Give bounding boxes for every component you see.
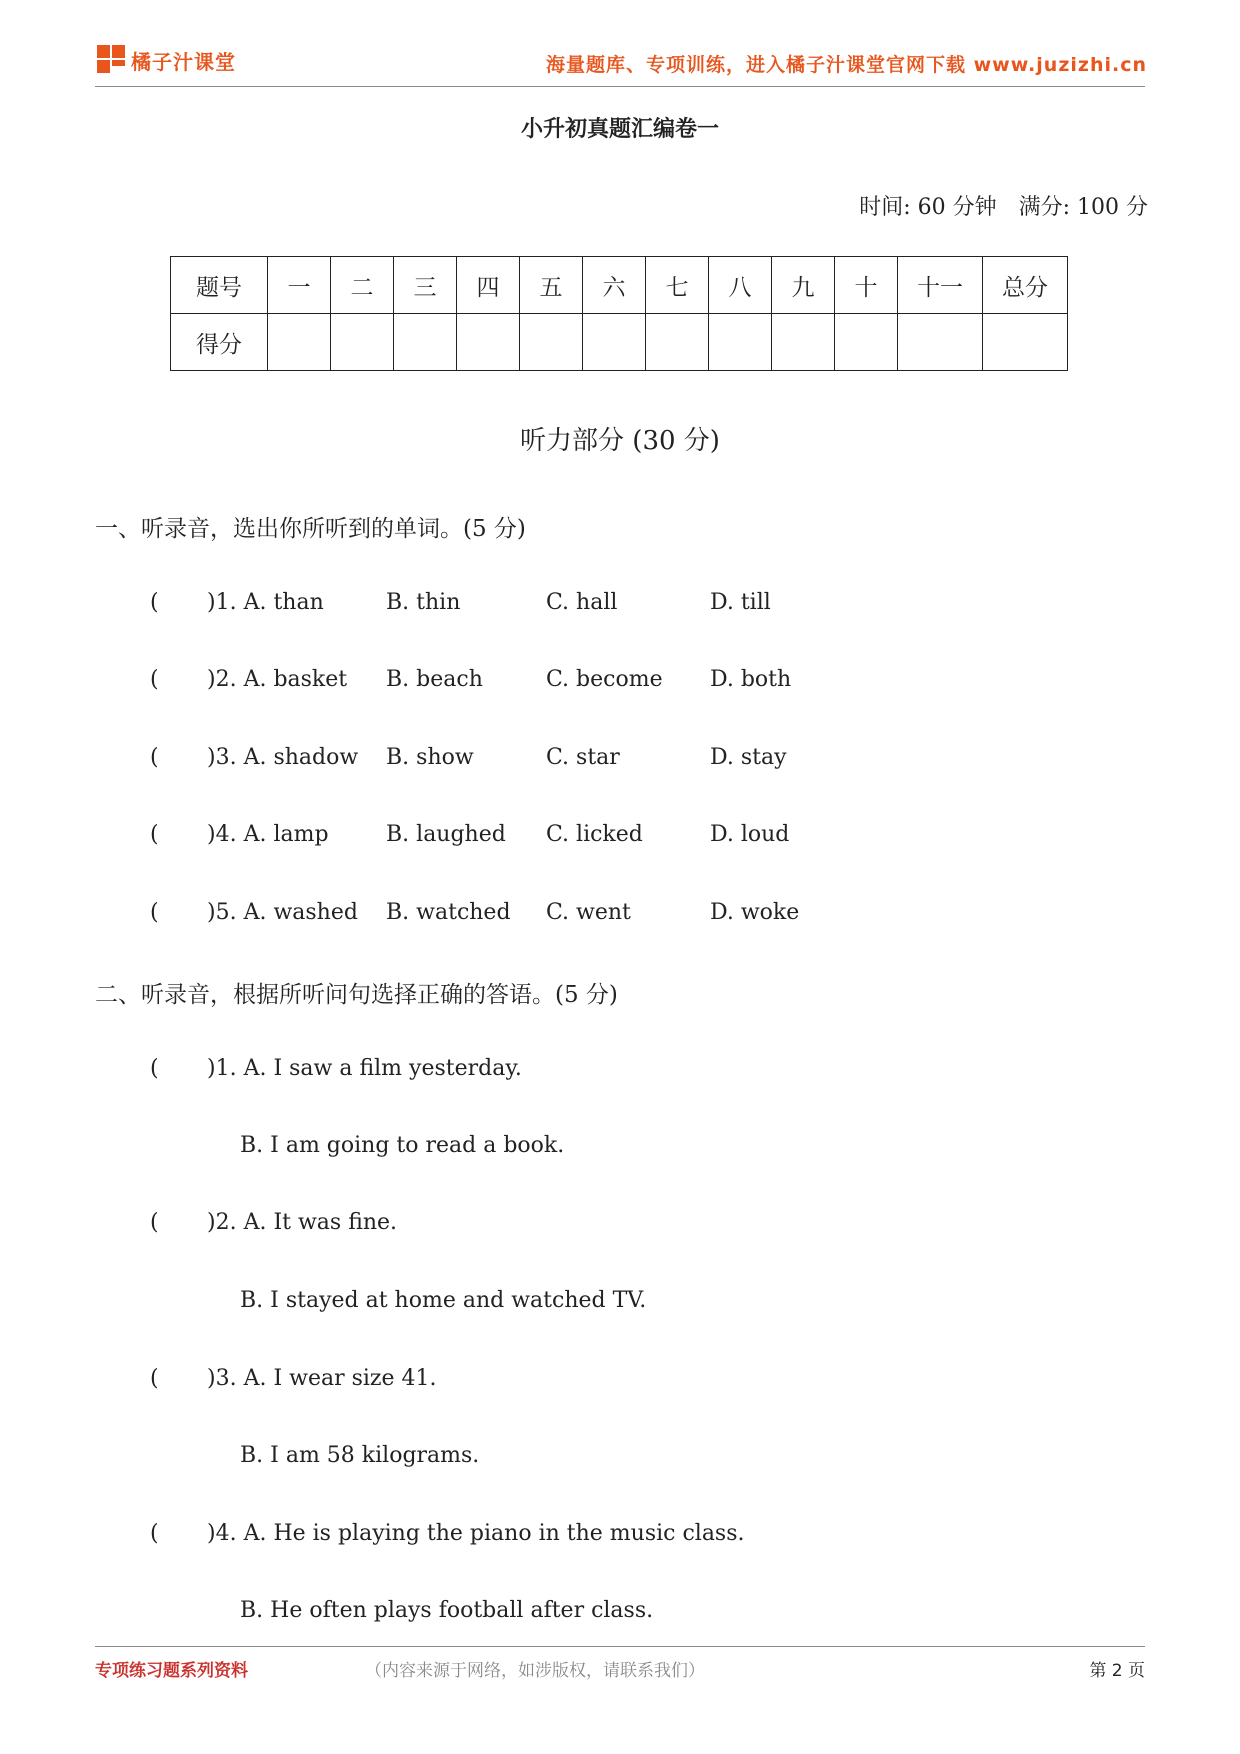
table-cell: 五 (520, 257, 583, 314)
question-option-b: B. I am 58 kilograms. (240, 1443, 480, 1468)
table-cell: 十一 (898, 257, 983, 314)
question-option-d: D. woke (710, 900, 800, 925)
answer-paren[interactable]: ( (150, 590, 159, 615)
score-cell[interactable] (331, 314, 394, 371)
footer-divider (95, 1646, 1145, 1647)
time-limit: 时间: 60 分钟 (859, 195, 997, 220)
score-cell[interactable] (646, 314, 709, 371)
score-cell[interactable] (394, 314, 457, 371)
table-cell: 九 (772, 257, 835, 314)
question-option-b: B. show (386, 745, 474, 770)
question-option-c: C. become (546, 667, 663, 692)
table-cell: 八 (709, 257, 772, 314)
question-option-a: )5. A. washed (207, 900, 358, 925)
full-score: 满分: 100 分 (1018, 195, 1148, 220)
part2-heading: 二、听录音，根据所听问句选择正确的答语。(5 分) (95, 982, 618, 1008)
score-cell[interactable] (772, 314, 835, 371)
question-option-d: D. till (710, 590, 771, 615)
answer-paren[interactable]: ( (150, 745, 159, 770)
question-option-b: B. laughed (386, 822, 506, 847)
page-title: 小升初真题汇编卷一 (520, 117, 719, 142)
question-option-a: )2. A. It was fine. (207, 1210, 398, 1235)
score-cell[interactable] (835, 314, 898, 371)
score-table-header-row (171, 257, 1068, 314)
table-cell: 题号 (171, 257, 268, 314)
question-option-c: C. went (546, 900, 631, 925)
answer-paren[interactable]: ( (150, 1056, 159, 1081)
question-option-b: B. I stayed at home and watched TV. (240, 1288, 647, 1313)
part1-heading: 一、听录音，选出你所听到的单词。(5 分) (95, 516, 526, 542)
score-cell[interactable] (898, 314, 983, 371)
score-cell[interactable] (983, 314, 1068, 371)
table-cell: 三 (394, 257, 457, 314)
question-option-a: )1. A. I saw a film yesterday. (207, 1056, 522, 1081)
header-slogan: 海量题库、专项训练，进入橘子汁课堂官网下载 www.juzizhi.cn (546, 54, 1147, 76)
question-option-a: )4. A. He is playing the piano in the music class. (207, 1521, 745, 1546)
score-cell[interactable] (268, 314, 331, 371)
question-option-d: D. loud (710, 822, 790, 847)
score-cell[interactable] (583, 314, 646, 371)
answer-paren[interactable]: ( (150, 1366, 159, 1391)
answer-paren[interactable]: ( (150, 822, 159, 847)
answer-paren[interactable]: ( (150, 900, 159, 925)
question-option-b: B. beach (386, 667, 483, 692)
table-cell: 二 (331, 257, 394, 314)
question-option-b: B. I am going to read a book. (240, 1133, 565, 1158)
table-cell: 七 (646, 257, 709, 314)
answer-paren[interactable]: ( (150, 1210, 159, 1235)
question-option-b: B. He often plays football after class. (240, 1598, 654, 1623)
logo-text: 橘子汁课堂 (131, 50, 236, 74)
logo-icon (97, 45, 125, 73)
answer-paren[interactable]: ( (150, 1521, 159, 1546)
question-option-b: B. watched (386, 900, 511, 925)
question-option-a: )1. A. than (207, 590, 324, 615)
score-table (170, 256, 1068, 371)
table-cell: 十 (835, 257, 898, 314)
footer-notice: （内容来源于网络，如涉版权，请联系我们） (365, 1661, 705, 1681)
question-option-b: B. thin (386, 590, 461, 615)
time-info (837, 190, 1148, 221)
score-cell[interactable] (709, 314, 772, 371)
score-cell[interactable] (520, 314, 583, 371)
score-table-score-row (171, 314, 1068, 371)
page-number: 第 2 页 (1089, 1661, 1145, 1681)
section-heading: 听力部分 (30 分) (520, 426, 720, 456)
table-cell: 四 (457, 257, 520, 314)
question-option-c: C. star (546, 745, 620, 770)
answer-paren[interactable]: ( (150, 667, 159, 692)
header-divider (95, 86, 1145, 87)
question-option-a: )2. A. basket (207, 667, 348, 692)
question-option-a: )3. A. shadow (207, 745, 359, 770)
footer-series: 专项练习题系列资料 (95, 1661, 248, 1681)
question-option-a: )3. A. I wear size 41. (207, 1366, 437, 1391)
table-cell: 总分 (983, 257, 1068, 314)
question-option-d: D. both (710, 667, 792, 692)
question-option-c: C. hall (546, 590, 618, 615)
score-cell[interactable] (457, 314, 520, 371)
table-cell: 六 (583, 257, 646, 314)
question-option-d: D. stay (710, 745, 787, 770)
question-option-c: C. licked (546, 822, 643, 847)
table-cell: 一 (268, 257, 331, 314)
table-cell: 得分 (171, 314, 268, 371)
question-option-a: )4. A. lamp (207, 822, 329, 847)
